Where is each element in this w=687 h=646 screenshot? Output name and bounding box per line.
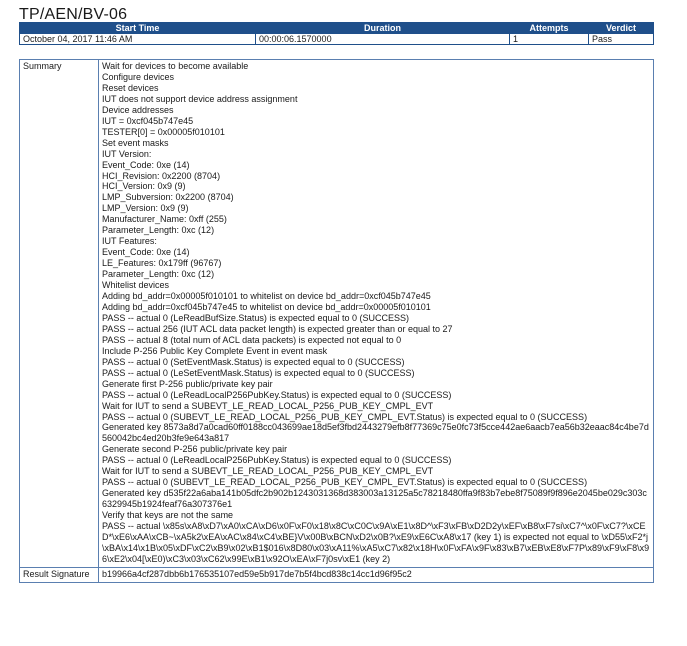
log-line: Wait for IUT to send a SUBEVT_LE_READ_LOCAL_P256_PUB_KEY_CMPL_EVT bbox=[102, 400, 434, 411]
log-line: TESTER[0] = 0x00005f010101 bbox=[102, 126, 225, 137]
log-line: IUT Features: bbox=[102, 236, 157, 247]
log-line: LMP_Subversion: 0x2200 (8704) bbox=[102, 192, 234, 203]
log-line: Wait for IUT to send a SUBEVT_LE_READ_LOCAL_P256_PUB_KEY_CMPL_EVT bbox=[102, 466, 434, 477]
log-line: Adding bd_addr=0xcf045b747e45 to whitelist on device bd_addr=0x00005f010101 bbox=[102, 301, 431, 312]
result-signature-label-text: Result Signature bbox=[23, 568, 90, 579]
log-line: LE_Features: 0x179ff (96767) bbox=[102, 258, 222, 269]
result-signature-label bbox=[20, 567, 99, 582]
log-line: Configure devices bbox=[102, 71, 175, 82]
duration-header: Duration bbox=[256, 23, 510, 34]
log-line: PASS -- actual 0 (SUBEVT_LE_READ_LOCAL_P256_PUB_KEY_CMPL_EVT.Status) is expected equal to 0 (SUCCESS) bbox=[102, 411, 588, 422]
summary-log bbox=[99, 60, 654, 568]
log-line: Verify that keys are not the same bbox=[102, 510, 234, 521]
start-time-value: October 04, 2017 11:46 AM bbox=[20, 34, 256, 45]
log-line: Event_Code: 0xe (14) bbox=[102, 159, 190, 170]
log-line: Wait for devices to become available bbox=[102, 61, 249, 71]
log-line: Reset devices bbox=[102, 82, 159, 93]
duration-value: 00:00:06.1570000 bbox=[256, 34, 510, 45]
log-line: Manufacturer_Name: 0xff (255) bbox=[102, 214, 227, 225]
result-signature-row bbox=[20, 567, 654, 582]
log-line: IUT = 0xcf045b747e45 bbox=[102, 115, 194, 126]
log-line: IUT Version: bbox=[102, 148, 152, 159]
test-info-table bbox=[19, 22, 654, 45]
log-line: PASS -- actual \x85s\xA8\xD7\xA0\xCA\xD6\x0F\xF0\x18\x8C\xC0C\x9A\xE1\x8D^\xF3\xFB\xD2D2y\xEF\xB8\xF7si\xC7^\x0F\xC7?\xCED*\xE6\xAA\xCB~\xA5k2\xEA\xAC\x84\xC4\xBE}V\x00B\xBCN\xD2\x0B?\xE9\xE6C\xA8\x17 (key 1) is expected not equal to \xD55\xF2*j\xBA\x14\x1B\x05\xDF\xC2\xB9\x02\xB1$016\x8D80\x03\xA11%\xA5\xC7\x82\x18H\x0F\xFA\x9F\x83\xB7\xEB\xE8\xF7P\x89\xF9\xF8\x96\xE2\x04[\xE0)\xC3\x03\xC62\x99E\xB1\x92O\xEA\xF7j0sv\xE1 (key 2) bbox=[102, 521, 650, 564]
log-line: Parameter_Length: 0xc (12) bbox=[102, 225, 215, 236]
log-line: PASS -- actual 0 (SUBEVT_LE_READ_LOCAL_P256_PUB_KEY_CMPL_EVT.Status) is expected equal to 0 (SUCCESS) bbox=[102, 477, 588, 488]
log-line: Adding bd_addr=0x00005f010101 to whitelist on device bd_addr=0xcf045b747e45 bbox=[102, 291, 431, 302]
log-line: PASS -- actual 0 (SetEventMask.Status) is expected equal to 0 (SUCCESS) bbox=[102, 356, 405, 367]
log-line: Include P-256 Public Key Complete Event in event mask bbox=[102, 345, 328, 356]
log-line: IUT does not support device address assignment bbox=[102, 93, 298, 104]
log-line: PASS -- actual 8 (total num of ACL data packets) is expected not equal to 0 bbox=[102, 334, 402, 345]
page-title: TP/AEN/BV-06 bbox=[19, 6, 128, 23]
log-line: Whitelist devices bbox=[102, 280, 170, 291]
log-line: PASS -- actual 0 (LeReadLocalP256PubKey.Status) is expected equal to 0 (SUCCESS) bbox=[102, 455, 452, 466]
log-line: HCI_Version: 0x9 (9) bbox=[102, 181, 186, 192]
result-signature-value: b19966a4cf287dbb6b176535107ed59e5b917de7b5f4bcd838c14cc1d96f95c2 bbox=[99, 567, 654, 582]
log-line: Parameter_Length: 0xc (12) bbox=[102, 269, 215, 280]
log-line: Generate first P-256 public/private key pair bbox=[102, 378, 273, 389]
log-line: HCI_Revision: 0x2200 (8704) bbox=[102, 170, 221, 181]
summary-label: Summary bbox=[20, 60, 99, 568]
log-line: PASS -- actual 0 (LeSetEventMask.Status) is expected equal to 0 (SUCCESS) bbox=[102, 367, 415, 378]
start-time-header: Start Time bbox=[20, 23, 256, 34]
log-line: Set event masks bbox=[102, 137, 169, 148]
attempts-value: 1 bbox=[510, 34, 589, 45]
log-line: PASS -- actual 0 (LeReadLocalP256PubKey.Status) is expected equal to 0 (SUCCESS) bbox=[102, 389, 452, 400]
log-line: Generated key 8573a8d7a0cad60ff0188cc043699ae18d5ef3fbd2443279efb8f77369c75e0fc73f5cce442ae6aacb7ea56b32eaac84c4be7d560042bc4ed20b3fe9e643a817 bbox=[102, 422, 649, 444]
log-line: Device addresses bbox=[102, 104, 174, 115]
log-line: Event_Code: 0xe (14) bbox=[102, 247, 190, 258]
verdict-value: Pass bbox=[589, 34, 654, 45]
log-line: PASS -- actual 0 (LeReadBufSize.Status) is expected equal to 0 (SUCCESS) bbox=[102, 312, 409, 323]
summary-table bbox=[19, 59, 654, 583]
verdict-header: Verdict bbox=[589, 23, 654, 34]
log-line: Generate second P-256 public/private key pair bbox=[102, 444, 288, 455]
log-line: LMP_Version: 0x9 (9) bbox=[102, 203, 189, 214]
attempts-header: Attempts bbox=[510, 23, 589, 34]
log-line: Generated key d535f22a6aba141b05dfc2b902b1243031368d383003a13125a5c78218480ffa9f83b7ebe8f75089f9f896e2045be029c303c6329945b1924feaf76a307376e1 bbox=[102, 488, 647, 510]
log-line: PASS -- actual 256 (IUT ACL data packet length) is expected greater than or equal to 27 bbox=[102, 323, 453, 334]
summary-row bbox=[20, 60, 654, 568]
